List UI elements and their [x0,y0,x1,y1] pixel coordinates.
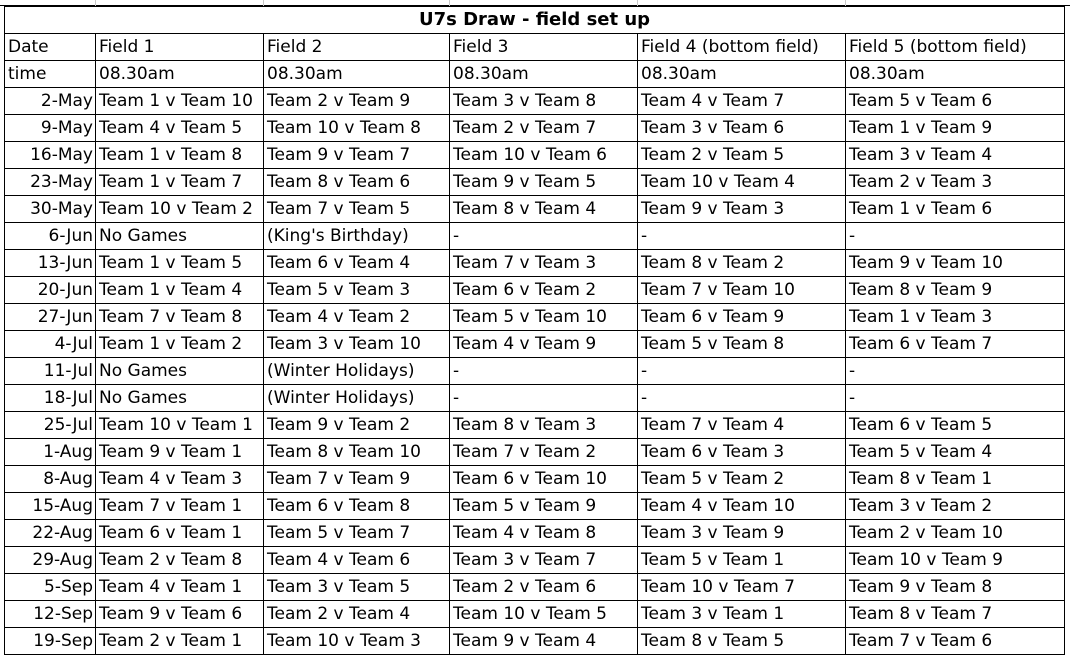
table-row [5,331,1065,358]
match-cell[interactable]: Team 4 v Team 7 [638,88,846,115]
match-cell[interactable]: Team 4 v Team 6 [264,547,450,574]
match-cell[interactable]: Team 3 v Team 6 [638,115,846,142]
date-cell[interactable]: 4-Jul [5,331,96,358]
date-cell[interactable]: 20-Jun [5,277,96,304]
match-cell[interactable]: Team 9 v Team 8 [846,574,1065,601]
match-cell[interactable]: Team 4 v Team 10 [638,493,846,520]
date-cell[interactable]: 29-Aug [5,547,96,574]
match-cell[interactable]: - [450,358,638,385]
start-time-cell[interactable]: 08.30am [638,61,846,88]
date-cell[interactable]: 2-May [5,88,96,115]
match-cell[interactable]: Team 10 v Team 9 [846,547,1065,574]
date-cell[interactable]: 15-Aug [5,493,96,520]
match-cell[interactable]: Team 5 v Team 10 [450,304,638,331]
date-cell[interactable]: 27-Jun [5,304,96,331]
date-cell[interactable]: 19-Sep [5,628,96,655]
match-cell[interactable]: Team 3 v Team 10 [264,331,450,358]
match-cell[interactable]: Team 3 v Team 4 [846,142,1065,169]
match-cell[interactable]: Team 7 v Team 5 [264,196,450,223]
match-cell[interactable]: - [450,223,638,250]
match-cell[interactable]: Team 3 v Team 5 [264,574,450,601]
match-cell[interactable]: Team 1 v Team 10 [96,88,264,115]
match-cell[interactable]: Team 5 v Team 4 [846,439,1065,466]
table-row [5,439,1065,466]
match-cell[interactable]: Team 7 v Team 9 [264,466,450,493]
date-cell[interactable]: 13-Jun [5,250,96,277]
header-row [5,34,1065,61]
start-time-cell[interactable]: 08.30am [264,61,450,88]
table-row [5,196,1065,223]
table-title[interactable]: U7s Draw - field set up [5,7,1065,34]
match-cell[interactable]: (Winter Holidays) [264,385,450,412]
date-cell[interactable]: 8-Aug [5,466,96,493]
table-row [5,277,1065,304]
date-cell[interactable]: 6-Jun [5,223,96,250]
time-row [5,61,1065,88]
match-cell[interactable]: Team 4 v Team 8 [450,520,638,547]
match-cell[interactable]: Team 2 v Team 6 [450,574,638,601]
match-cell[interactable]: Team 10 v Team 7 [638,574,846,601]
match-cell[interactable]: Team 9 v Team 6 [96,601,264,628]
match-cell[interactable]: Team 8 v Team 9 [846,277,1065,304]
match-cell[interactable]: Team 5 v Team 1 [638,547,846,574]
header-field-5[interactable]: Field 5 (bottom field) [846,34,1065,61]
match-cell[interactable]: Team 5 v Team 6 [846,88,1065,115]
table-row [5,466,1065,493]
header-field-3[interactable]: Field 3 [450,34,638,61]
table-row [5,628,1065,655]
table-row [5,223,1065,250]
date-cell[interactable]: 22-Aug [5,520,96,547]
match-cell[interactable]: Team 4 v Team 1 [96,574,264,601]
match-cell[interactable]: Team 6 v Team 1 [96,520,264,547]
match-cell[interactable]: Team 3 v Team 2 [846,493,1065,520]
match-cell[interactable]: Team 6 v Team 10 [450,466,638,493]
title-row [5,7,1065,34]
match-cell[interactable]: Team 6 v Team 3 [638,439,846,466]
match-cell[interactable]: Team 5 v Team 8 [638,331,846,358]
start-time-cell[interactable]: 08.30am [96,61,264,88]
date-cell[interactable]: 23-May [5,169,96,196]
match-cell[interactable]: Team 2 v Team 4 [264,601,450,628]
header-date[interactable]: Date [5,34,96,61]
match-cell[interactable]: Team 10 v Team 6 [450,142,638,169]
table-row [5,304,1065,331]
match-cell[interactable]: Team 10 v Team 8 [264,115,450,142]
match-cell[interactable]: Team 2 v Team 10 [846,520,1065,547]
time-label-cell[interactable]: time [5,61,96,88]
match-cell[interactable]: Team 1 v Team 5 [96,250,264,277]
date-cell[interactable]: 1-Aug [5,439,96,466]
start-time-cell[interactable]: 08.30am [450,61,638,88]
header-field-1[interactable]: Field 1 [96,34,264,61]
table-row [5,88,1065,115]
match-cell[interactable]: Team 1 v Team 2 [96,331,264,358]
match-cell[interactable]: Team 1 v Team 8 [96,142,264,169]
match-cell[interactable]: Team 6 v Team 4 [264,250,450,277]
date-cell[interactable]: 12-Sep [5,601,96,628]
match-cell[interactable]: Team 2 v Team 1 [96,628,264,655]
match-cell[interactable]: Team 2 v Team 9 [264,88,450,115]
match-cell[interactable]: Team 9 v Team 1 [96,439,264,466]
match-cell[interactable]: Team 7 v Team 8 [96,304,264,331]
match-cell[interactable]: Team 4 v Team 5 [96,115,264,142]
match-cell[interactable]: - [846,223,1065,250]
match-cell[interactable]: No Games [96,223,264,250]
match-cell[interactable]: Team 6 v Team 7 [846,331,1065,358]
table-row [5,115,1065,142]
table-row [5,142,1065,169]
match-cell[interactable]: Team 2 v Team 5 [638,142,846,169]
match-cell[interactable]: Team 8 v Team 10 [264,439,450,466]
header-field-2[interactable]: Field 2 [264,34,450,61]
match-cell[interactable]: - [638,385,846,412]
match-cell[interactable]: Team 10 v Team 1 [96,412,264,439]
table-row [5,412,1065,439]
table-row [5,520,1065,547]
match-cell[interactable]: No Games [96,385,264,412]
date-cell[interactable]: 30-May [5,196,96,223]
table-row [5,169,1065,196]
match-cell[interactable]: Team 8 v Team 2 [638,250,846,277]
match-cell[interactable]: Team 4 v Team 2 [264,304,450,331]
match-cell[interactable]: Team 8 v Team 1 [846,466,1065,493]
table-row [5,493,1065,520]
match-cell[interactable]: Team 2 v Team 7 [450,115,638,142]
match-cell[interactable]: Team 7 v Team 3 [450,250,638,277]
draw-table [4,6,1065,655]
match-cell[interactable]: - [638,358,846,385]
table-row [5,358,1065,385]
schedule-body [5,88,1065,655]
match-cell[interactable]: (King's Birthday) [264,223,450,250]
match-cell[interactable]: Team 9 v Team 5 [450,169,638,196]
match-cell[interactable]: - [846,385,1065,412]
match-cell[interactable]: Team 9 v Team 10 [846,250,1065,277]
match-cell[interactable]: Team 2 v Team 3 [846,169,1065,196]
match-cell[interactable]: Team 3 v Team 9 [638,520,846,547]
match-cell[interactable]: Team 10 v Team 5 [450,601,638,628]
match-cell[interactable]: No Games [96,358,264,385]
match-cell[interactable]: Team 8 v Team 4 [450,196,638,223]
match-cell[interactable]: - [638,223,846,250]
date-cell[interactable]: 9-May [5,115,96,142]
match-cell[interactable]: Team 7 v Team 6 [846,628,1065,655]
match-cell[interactable]: Team 1 v Team 4 [96,277,264,304]
date-cell[interactable]: 25-Jul [5,412,96,439]
table-row [5,547,1065,574]
match-cell[interactable]: Team 1 v Team 7 [96,169,264,196]
match-cell[interactable]: Team 6 v Team 8 [264,493,450,520]
match-cell[interactable]: Team 8 v Team 6 [264,169,450,196]
match-cell[interactable]: Team 10 v Team 2 [96,196,264,223]
start-time-cell[interactable]: 08.30am [846,61,1065,88]
date-cell[interactable]: 11-Jul [5,358,96,385]
match-cell[interactable]: Team 4 v Team 9 [450,331,638,358]
match-cell[interactable]: Team 5 v Team 7 [264,520,450,547]
match-cell[interactable]: (Winter Holidays) [264,358,450,385]
match-cell[interactable]: Team 7 v Team 1 [96,493,264,520]
match-cell[interactable]: Team 9 v Team 4 [450,628,638,655]
table-row [5,601,1065,628]
match-cell[interactable]: Team 10 v Team 3 [264,628,450,655]
table-row [5,385,1065,412]
match-cell[interactable]: Team 2 v Team 8 [96,547,264,574]
match-cell[interactable]: Team 7 v Team 10 [638,277,846,304]
match-cell[interactable]: Team 3 v Team 7 [450,547,638,574]
match-cell[interactable]: Team 10 v Team 4 [638,169,846,196]
match-cell[interactable]: Team 1 v Team 6 [846,196,1065,223]
match-cell[interactable]: Team 3 v Team 8 [450,88,638,115]
match-cell[interactable]: Team 5 v Team 9 [450,493,638,520]
match-cell[interactable]: Team 3 v Team 1 [638,601,846,628]
match-cell[interactable]: Team 5 v Team 3 [264,277,450,304]
match-cell[interactable]: Team 7 v Team 2 [450,439,638,466]
date-cell[interactable]: 5-Sep [5,574,96,601]
date-cell[interactable]: 18-Jul [5,385,96,412]
match-cell[interactable]: Team 1 v Team 9 [846,115,1065,142]
match-cell[interactable]: Team 8 v Team 3 [450,412,638,439]
table-row [5,574,1065,601]
match-cell[interactable]: - [846,358,1065,385]
date-cell[interactable]: 16-May [5,142,96,169]
match-cell[interactable]: Team 4 v Team 3 [96,466,264,493]
match-cell[interactable]: Team 1 v Team 3 [846,304,1065,331]
table-row [5,250,1065,277]
match-cell[interactable]: Team 8 v Team 7 [846,601,1065,628]
match-cell[interactable]: Team 6 v Team 2 [450,277,638,304]
match-cell[interactable]: Team 6 v Team 5 [846,412,1065,439]
match-cell[interactable]: Team 6 v Team 9 [638,304,846,331]
match-cell[interactable]: Team 7 v Team 4 [638,412,846,439]
match-cell[interactable]: Team 9 v Team 3 [638,196,846,223]
match-cell[interactable]: - [450,385,638,412]
match-cell[interactable]: Team 9 v Team 2 [264,412,450,439]
match-cell[interactable]: Team 8 v Team 5 [638,628,846,655]
header-field-4[interactable]: Field 4 (bottom field) [638,34,846,61]
match-cell[interactable]: Team 5 v Team 2 [638,466,846,493]
match-cell[interactable]: Team 9 v Team 7 [264,142,450,169]
